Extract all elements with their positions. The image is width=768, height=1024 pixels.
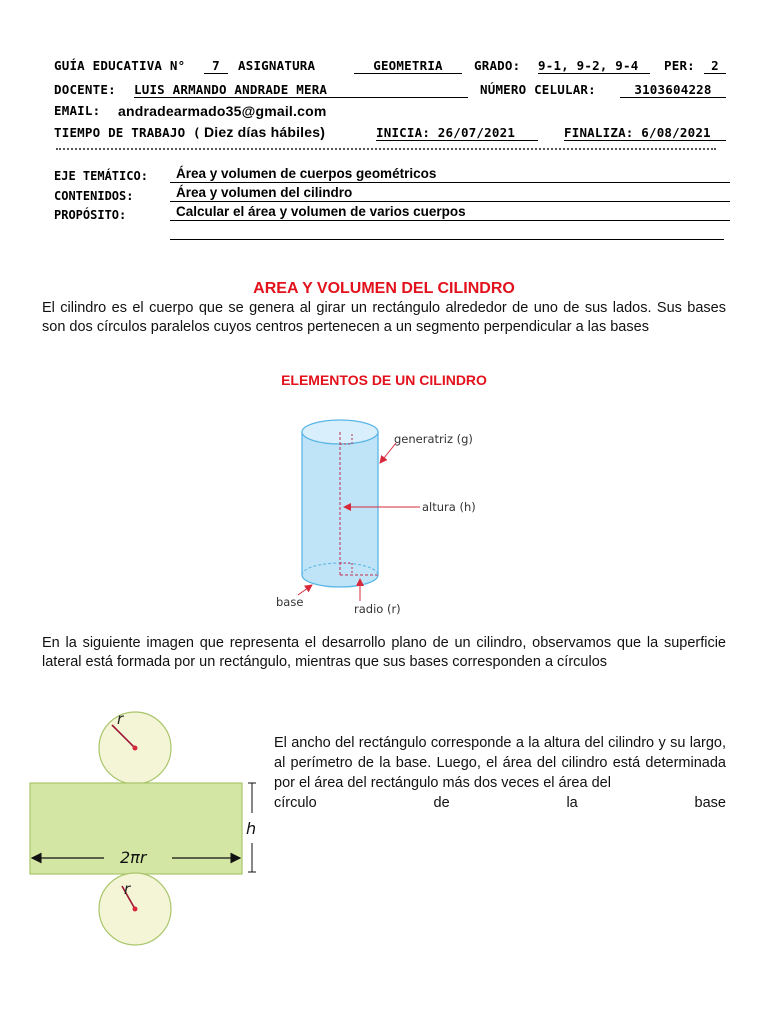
celular-label: NÚMERO CELULAR: [480,82,596,97]
radius-label-top: r [117,710,124,728]
side-word-1: círculo [274,795,317,811]
eje-row [54,166,724,186]
guia-label: GUÍA EDUCATIVA N° [54,58,186,73]
blank-line [170,239,724,240]
finaliza-value: FINALIZA: 6/08/2021 [564,125,726,141]
side-last-line [274,793,726,813]
email-value: andradearmado35@gmail.com [118,103,327,119]
side-word-4: base [694,795,726,811]
header-row-2 [54,82,724,102]
side-explanation [274,733,726,813]
base-arrow [298,585,312,595]
generatriz-label: generatriz (g) [394,432,473,446]
tiempo-label: TIEMPO DE TRABAJO ( [54,125,201,140]
grado-value: 9-1, 9-2, 9-4 [538,58,650,74]
desarrollo-paragraph: En la siguiente imagen que representa el desarrollo plano de un cilindro, observamos que la superficie lateral está formada por un rectángulo, mientras que sus bases corresponden a círculos [42,635,726,670]
contenidos-row [54,185,724,205]
header-row-3 [54,103,724,123]
altura-label: altura (h) [422,500,476,514]
header-row-1 [54,58,724,78]
email-label: EMAIL: [54,103,101,118]
perimeter-label: 2πr [120,848,147,867]
proposito-value: Calcular el área y volumen de varios cuerpos [170,204,730,221]
docente-value: LUIS ARMANDO ANDRADE MERA [134,82,468,98]
per-label: PER: [664,58,695,73]
per-value: 2 [704,58,726,74]
generatriz-arrow [380,443,396,463]
section-subtitle: ELEMENTOS DE UN CILINDRO [281,372,487,388]
header-row-4 [54,125,724,145]
grado-label: GRADO: [474,58,521,73]
intro-paragraph: El cilindro es el cuerpo que se genera al girar un rectángulo alrededor de uno de sus lados. Sus bases son dos círculos paralelos cuyos centros pertenecen a un segmento perpendicular a las bases [42,300,726,335]
cylinder-diagram [260,405,520,620]
guia-number: 7 [204,58,228,74]
proposito-label: PROPÓSITO: [54,208,127,222]
separator-line [56,148,716,154]
side-word-3: la [566,795,578,811]
eje-label: EJE TEMÁTICO: [54,169,148,183]
side-text: El ancho del rectángulo corresponde a la altura del cilindro y su largo, al perímetro de la base. Luego, el área del cilindro está determinada por el área del rectángulo más dos veces el área del [274,735,726,791]
radio-label: radio (r) [354,602,401,616]
asignatura-label: ASIGNATURA [238,58,316,73]
proposito-row [54,204,724,224]
docente-label: DOCENTE: [54,82,116,97]
height-label: h [246,819,257,838]
base-label: base [276,595,304,609]
asignatura-value: GEOMETRIA [354,58,462,74]
eje-value: Área y volumen de cuerpos geométricos [170,166,730,183]
contenidos-label: CONTENIDOS: [54,189,134,203]
tiempo-value: Diez días hábiles) [204,124,326,140]
page-title: AREA Y VOLUMEN DEL CILINDRO [253,280,515,297]
contenidos-value: Área y volumen del cilindro [170,185,730,202]
celular-value: 3103604228 [620,82,726,98]
cylinder-net-diagram [24,700,274,975]
side-word-2: de [433,795,450,811]
radius-label-bottom: r [124,880,131,898]
inicia-value: INICIA: 26/07/2021 [376,125,538,141]
